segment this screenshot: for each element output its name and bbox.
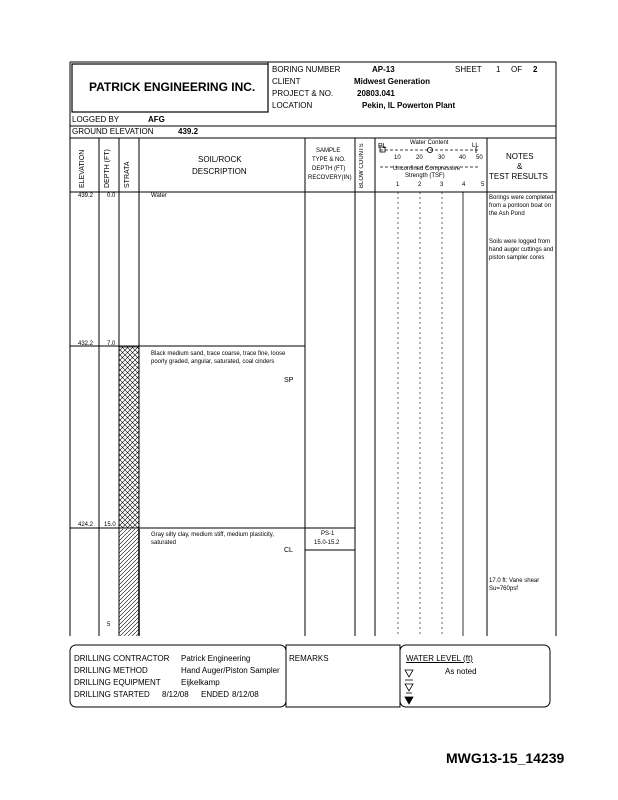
col-notes-3: TEST RESULTS bbox=[489, 172, 548, 181]
col-strata: STRATA bbox=[124, 161, 131, 188]
client: Midwest Generation bbox=[354, 77, 431, 86]
col-depth: DEPTH (FT) bbox=[104, 149, 111, 188]
sheet-of: OF bbox=[511, 65, 523, 74]
col-sample-2: TYPE & NO. bbox=[312, 157, 346, 163]
col-water-content: Water Content bbox=[410, 140, 449, 146]
project-number: 20803.041 bbox=[357, 89, 395, 98]
ground-elevation: 439.2 bbox=[178, 127, 199, 136]
ended: 8/12/08 bbox=[232, 690, 259, 699]
remarks-label: REMARKS bbox=[289, 654, 329, 663]
layer-description: Water bbox=[151, 193, 167, 199]
col-pl: PL bbox=[378, 143, 387, 150]
col-notes-2: & bbox=[517, 162, 523, 171]
contractor-label: DRILLING CONTRACTOR bbox=[74, 654, 170, 663]
col-ucs-1: Unconfined Compressive bbox=[393, 166, 461, 172]
layer-elevation: 439.2 bbox=[78, 193, 94, 199]
col-sample-3: DEPTH (FT) bbox=[312, 166, 346, 172]
logged-by-label: LOGGED BY bbox=[72, 115, 120, 124]
layer-depth: 7.0 bbox=[107, 341, 116, 347]
contractor: Patrick Engineering bbox=[181, 654, 251, 663]
layer-uscs: SP bbox=[284, 377, 294, 384]
location: Pekin, IL Powerton Plant bbox=[362, 101, 456, 110]
method: Hand Auger/Piston Sampler bbox=[181, 666, 280, 675]
col-sample-4: RECOVERY(IN) bbox=[308, 175, 352, 181]
col-soil-desc-1: SOIL/ROCK bbox=[198, 155, 242, 164]
sample-id: PS-1 bbox=[321, 531, 335, 537]
ucs-tick: 3 bbox=[440, 182, 444, 188]
boring-number-label: BORING NUMBER bbox=[272, 65, 341, 74]
project-label: PROJECT & NO. bbox=[272, 89, 334, 98]
note: Soils were logged from hand auger cuttings and piston sampler cores bbox=[489, 239, 554, 261]
ucs-tick: 2 bbox=[418, 182, 422, 188]
col-sample-1: SAMPLE bbox=[316, 148, 341, 154]
layer-description: Gray silty clay, medium stiff, medium plasticity, saturated bbox=[151, 532, 275, 546]
started-label: DRILLING STARTED bbox=[74, 690, 150, 699]
wc-tick: 10 bbox=[394, 155, 401, 161]
equipment: Eijkelkamp bbox=[181, 678, 220, 687]
client-label: CLIENT bbox=[272, 77, 301, 86]
sheet-label: SHEET bbox=[455, 65, 482, 74]
started: 8/12/08 bbox=[162, 690, 189, 699]
col-ll: LL bbox=[472, 143, 479, 149]
col-blow-counts: BLOW COUNTS bbox=[359, 143, 365, 188]
end-marker: 5 bbox=[107, 622, 111, 628]
logged-by: AFG bbox=[148, 115, 165, 124]
company-name: PATRICK ENGINEERING INC. bbox=[89, 80, 256, 94]
ucs-tick: 5 bbox=[481, 182, 485, 188]
document-id: MWG13-15_14239 bbox=[446, 750, 565, 766]
note: 17.0 ft: Vane shear Su=760psf bbox=[489, 578, 540, 592]
wc-tick: 20 bbox=[416, 155, 423, 161]
strata-clay-hatch bbox=[119, 529, 139, 636]
wc-tick: 30 bbox=[438, 155, 445, 161]
col-soil-desc-2: DESCRIPTION bbox=[192, 167, 247, 176]
sample-range: 15.0-15.2 bbox=[314, 540, 340, 546]
ucs-tick: 1 bbox=[396, 182, 400, 188]
layer-depth: 0.0 bbox=[107, 193, 116, 199]
sheet-num: 1 bbox=[496, 65, 501, 74]
col-elevation: ELEVATION bbox=[79, 149, 86, 188]
note: Borings were completed from a pontoon boat on the Ash Pond bbox=[489, 195, 554, 217]
layer-uscs: CL bbox=[284, 547, 293, 554]
water-level-label: WATER LEVEL (ft) bbox=[406, 654, 473, 663]
layer-elevation: 424.2 bbox=[78, 522, 94, 528]
equipment-label: DRILLING EQUIPMENT bbox=[74, 678, 161, 687]
col-notes-1: NOTES bbox=[506, 152, 534, 161]
wc-tick: 50 bbox=[476, 155, 483, 161]
strata-sand-hatch bbox=[119, 347, 139, 528]
ucs-tick: 4 bbox=[462, 182, 466, 188]
water-level-value: As noted bbox=[445, 667, 477, 676]
location-label: LOCATION bbox=[272, 101, 313, 110]
layer-depth: 15.0 bbox=[104, 522, 116, 528]
layer-description: Black medium sand, trace coarse, trace fine, loose poorly graded, angular, saturated, coal cinders bbox=[151, 351, 286, 365]
ground-elevation-label: GROUND ELEVATION bbox=[72, 127, 154, 136]
wc-tick: 40 bbox=[459, 155, 466, 161]
col-ucs-2: Strength (TSF) bbox=[405, 173, 445, 179]
ended-label: ENDED bbox=[201, 690, 230, 699]
layer-elevation: 432.2 bbox=[78, 341, 94, 347]
method-label: DRILLING METHOD bbox=[74, 666, 148, 675]
boring-number: AP-13 bbox=[372, 65, 395, 74]
sheet-total: 2 bbox=[533, 65, 538, 74]
